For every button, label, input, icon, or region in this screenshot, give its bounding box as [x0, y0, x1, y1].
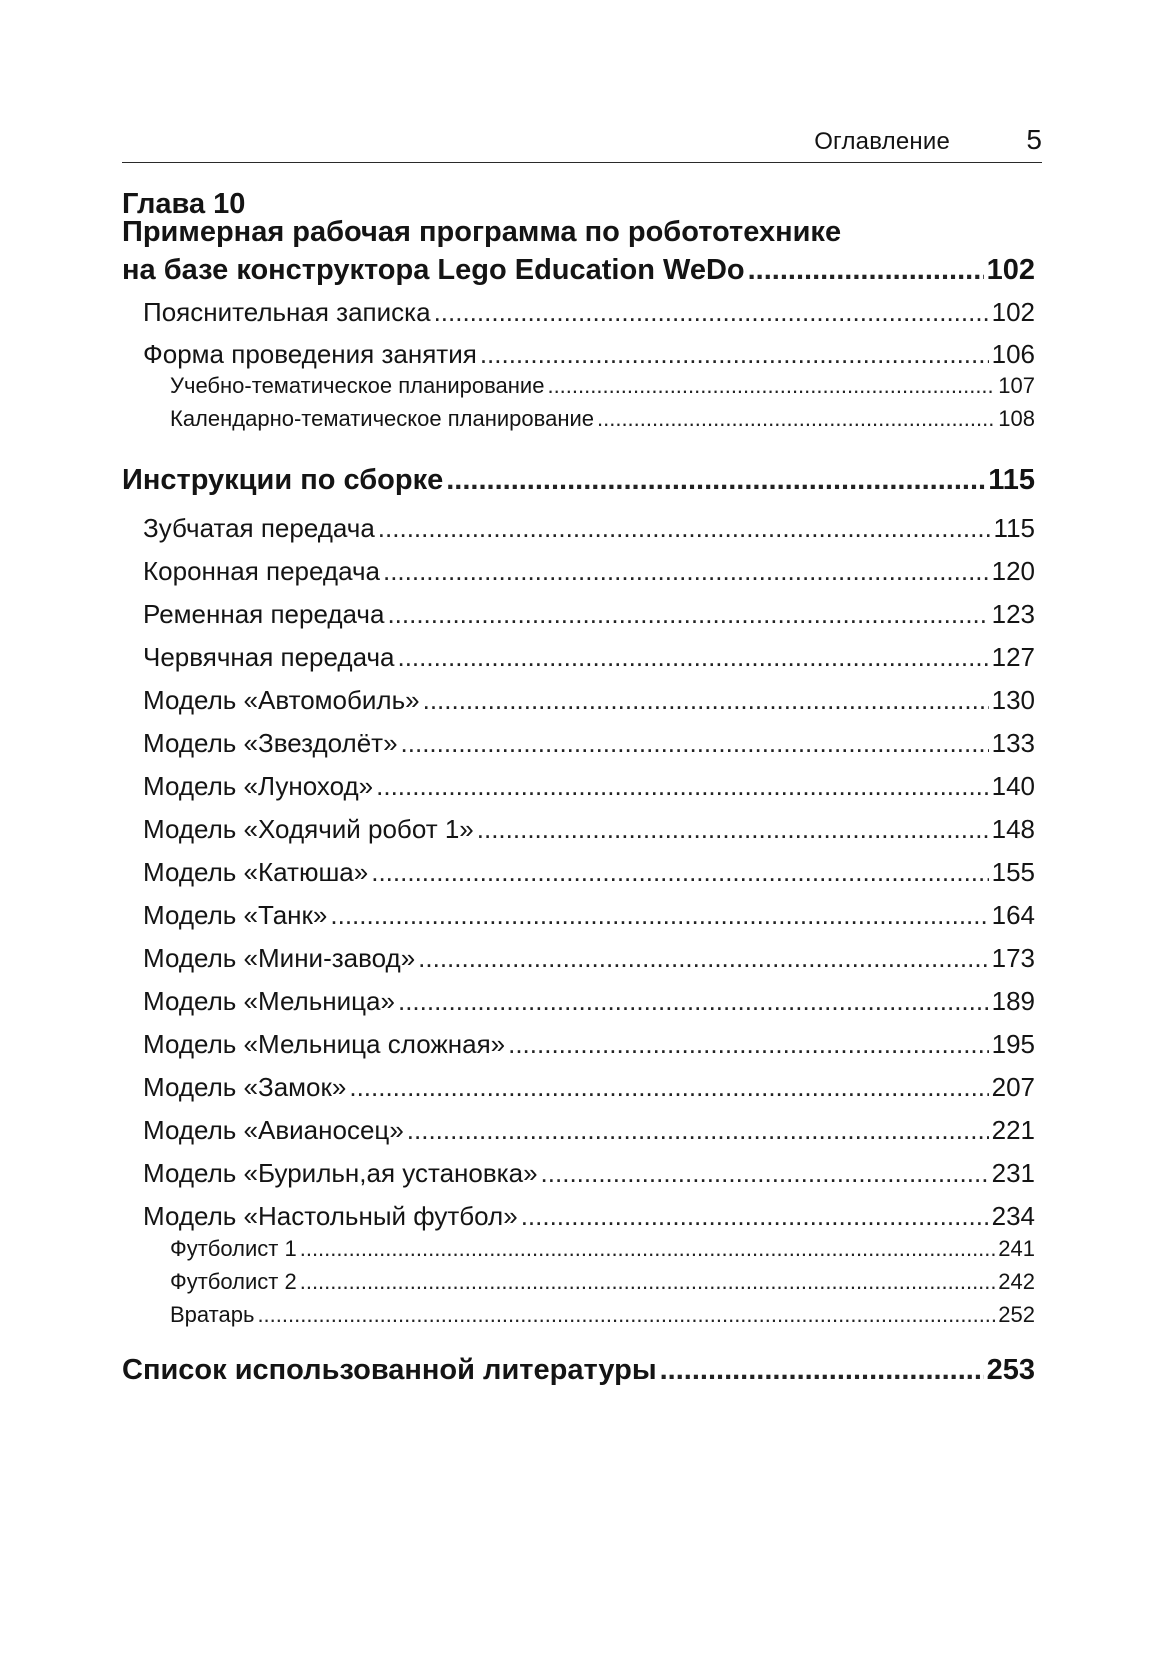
dot-leader [423, 685, 989, 716]
toc-entry-page: 102 [991, 297, 1035, 327]
toc-entry-page: 195 [991, 1029, 1035, 1059]
dot-leader [521, 1201, 989, 1232]
toc-entry[interactable] [143, 900, 1035, 931]
toc-entry-page: 140 [991, 771, 1035, 801]
toc-entry-instructions[interactable] [122, 464, 1035, 497]
toc-entry-title: Коронная передача [143, 556, 380, 586]
toc-subentry[interactable] [170, 406, 1035, 432]
toc-entry[interactable] [143, 685, 1035, 716]
toc-entry-page: 133 [991, 728, 1035, 758]
toc-entry-title: Футболист 2 [170, 1269, 297, 1294]
dot-leader [547, 373, 995, 399]
dot-leader [446, 464, 985, 497]
toc-entry[interactable] [143, 556, 1035, 587]
dot-leader [383, 556, 989, 587]
toc-entry-title: Модель «Настольный футбол» [143, 1201, 518, 1231]
dot-leader [660, 1354, 984, 1387]
toc-entry-title: Модель «Мельница» [143, 986, 395, 1016]
dot-leader [398, 986, 989, 1017]
toc-entry[interactable] [143, 1072, 1035, 1103]
toc-subentry[interactable] [170, 1236, 1035, 1262]
toc-entry-page: 155 [991, 857, 1035, 887]
toc-entry-page: 207 [991, 1072, 1035, 1102]
dot-leader [508, 1029, 989, 1060]
toc-entry[interactable] [143, 513, 1035, 544]
toc-entry-title: Модель «Ходячий робот 1» [143, 814, 474, 844]
toc-entry[interactable] [143, 642, 1035, 673]
toc-entry-chapter-10[interactable] [122, 254, 1035, 287]
toc-entry[interactable] [143, 1158, 1035, 1189]
toc-entry-page: 252 [998, 1302, 1035, 1327]
toc-subentry[interactable] [170, 1302, 1035, 1328]
dot-leader [300, 1269, 996, 1295]
toc-entry-title: Модель «Авианосец» [143, 1115, 404, 1145]
toc-entry[interactable] [143, 297, 1035, 328]
dot-leader [300, 1236, 996, 1262]
chapter-label: Глава 10 [122, 188, 246, 220]
toc-entry-page: 148 [991, 814, 1035, 844]
page-number: 5 [1026, 124, 1042, 155]
toc-entry-title: Модель «Мини-завод» [143, 943, 416, 973]
toc-subentry[interactable] [170, 373, 1035, 399]
running-header-title: Оглавление [814, 128, 950, 155]
toc-entry-page: 127 [991, 642, 1035, 672]
toc-entry-title: Ременная передача [143, 599, 385, 629]
toc-entry-page: 106 [991, 339, 1035, 369]
dot-leader [434, 297, 989, 328]
toc-entry-page: 173 [991, 943, 1035, 973]
dot-leader [541, 1158, 989, 1189]
toc-entry-title: Футболист 1 [170, 1236, 297, 1261]
dot-leader [597, 406, 995, 432]
toc-entry-page: 253 [986, 1354, 1035, 1386]
toc-entry-title: Червячная передача [143, 642, 395, 672]
toc-entry-page: 130 [991, 685, 1035, 715]
toc-entry-title: Учебно-тематическое планирование [170, 373, 545, 398]
toc-entry[interactable] [143, 814, 1035, 845]
toc-entry[interactable] [143, 1029, 1035, 1060]
toc-entry-title: Список использованной литературы [122, 1354, 657, 1386]
dot-leader [330, 900, 988, 931]
toc-entry[interactable] [143, 943, 1035, 974]
toc-entry-title: Модель «Мельница сложная» [143, 1029, 506, 1059]
dot-leader [376, 771, 988, 802]
toc-entry-page: 115 [993, 513, 1035, 543]
toc-entry-page: 123 [991, 599, 1035, 629]
toc-entry-title: Модель «Катюша» [143, 857, 369, 887]
toc-entry-title: Модель «Замок» [143, 1072, 347, 1102]
toc-entry-title: Пояснительная записка [143, 297, 431, 327]
toc-entry-title: Форма проведения занятия [143, 339, 477, 369]
toc-entry-title: Модель «Бурильн,ая установка» [143, 1158, 538, 1188]
toc-entry[interactable] [143, 599, 1035, 630]
toc-entry-page: 164 [991, 900, 1035, 930]
toc-entry-page: 221 [991, 1115, 1035, 1145]
dot-leader [387, 599, 988, 630]
toc-entry-page: 241 [998, 1236, 1035, 1261]
dot-leader [418, 943, 988, 974]
toc-entry-page: 107 [998, 373, 1035, 398]
toc-entry[interactable] [143, 728, 1035, 759]
toc-entry-title: Модель «Танк» [143, 900, 328, 930]
dot-leader [477, 814, 989, 845]
dot-leader [378, 513, 991, 544]
toc-entry-bibliography[interactable] [122, 1354, 1035, 1387]
running-header [122, 118, 1042, 163]
toc-entry-title: Зубчатая передача [143, 513, 375, 543]
toc-entry-title: Календарно-тематическое планирование [170, 406, 594, 431]
dot-leader [257, 1302, 995, 1328]
dot-leader [397, 642, 988, 673]
toc-entry-title: Модель «Автомобиль» [143, 685, 420, 715]
toc-entry-page: 189 [991, 986, 1035, 1016]
toc-entry-title: Вратарь [170, 1302, 255, 1327]
toc-entry[interactable] [143, 986, 1035, 1017]
toc-entry-page: 231 [991, 1158, 1035, 1188]
toc-entry-page: 115 [988, 464, 1035, 496]
toc-entry-page: 108 [998, 406, 1035, 431]
dot-leader [480, 339, 989, 370]
toc-entry[interactable] [143, 771, 1035, 802]
toc-entry-page: 102 [986, 254, 1035, 286]
dot-leader [371, 857, 988, 888]
dot-leader [748, 254, 984, 287]
toc-entry-title: на базе конструктора Lego Education WeDo [122, 254, 745, 286]
chapter-title-line1: Примерная рабочая программа по робототехнике [122, 216, 842, 248]
toc-entry[interactable] [143, 339, 1035, 370]
dot-leader [349, 1072, 988, 1103]
toc-entry[interactable] [143, 1201, 1035, 1232]
toc-entry-page: 120 [991, 556, 1035, 586]
toc-entry-title: Модель «Звездолёт» [143, 728, 398, 758]
toc-entry[interactable] [143, 1115, 1035, 1146]
dot-leader [407, 1115, 989, 1146]
toc-entry[interactable] [143, 857, 1035, 888]
toc-entry-title: Инструкции по сборке [122, 464, 444, 496]
toc-entry-page: 234 [991, 1201, 1035, 1231]
toc-entry-page: 242 [998, 1269, 1035, 1294]
dot-leader [401, 728, 989, 759]
toc-subentry[interactable] [170, 1269, 1035, 1295]
toc-entry-title: Модель «Луноход» [143, 771, 374, 801]
